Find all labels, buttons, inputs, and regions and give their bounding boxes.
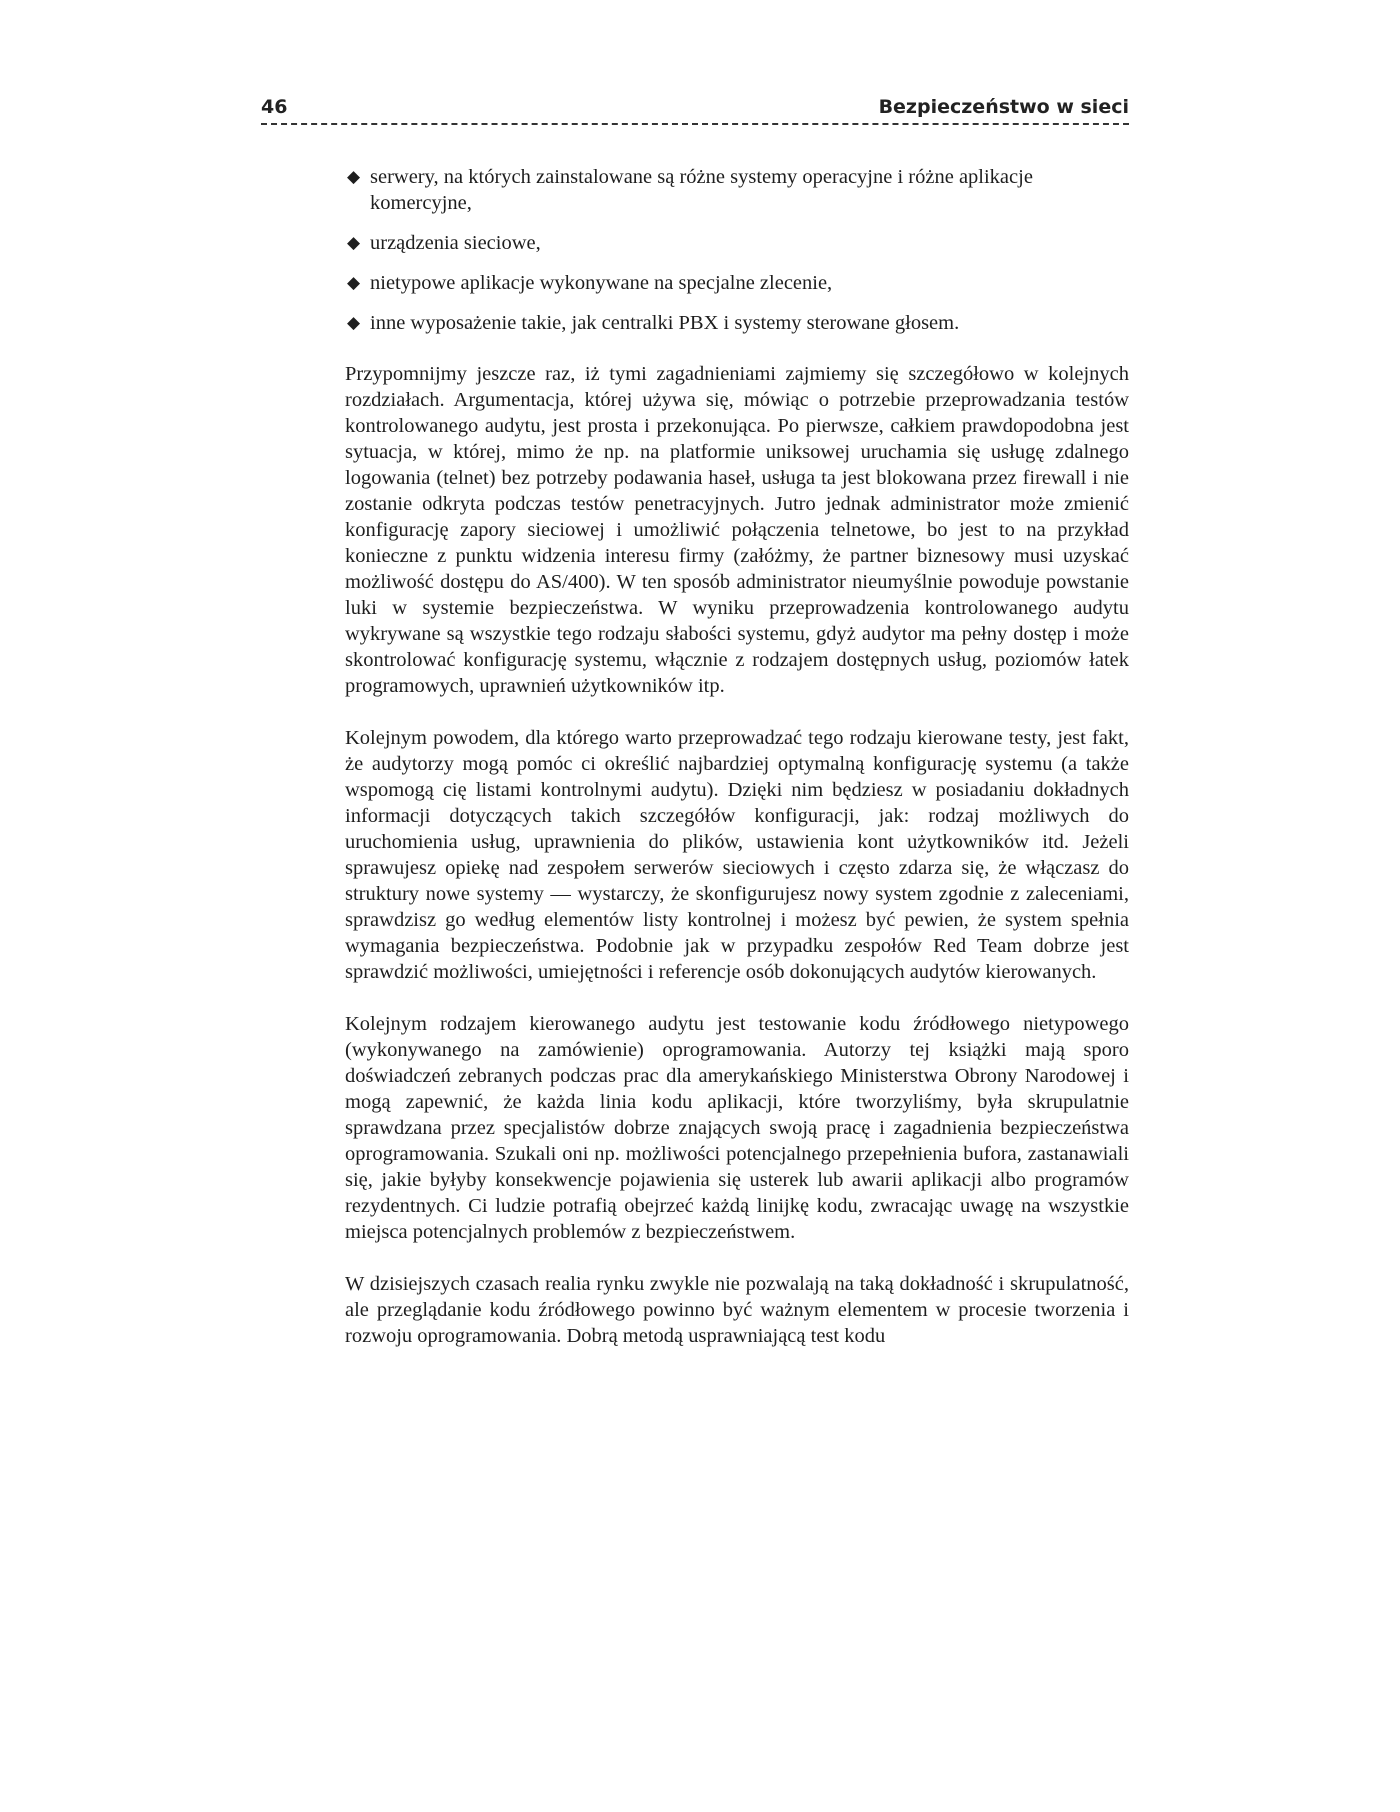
diamond-bullet-icon: ◆ — [347, 233, 361, 252]
page-body — [345, 164, 1129, 1375]
diamond-bullet-icon: ◆ — [347, 313, 361, 332]
diamond-bullet-icon: ◆ — [347, 167, 361, 186]
running-title: Bezpieczeństwo w sieci — [878, 96, 1129, 118]
list-item-text: nietypowe aplikacje wykonywane na specjalne zlecenie, — [370, 272, 833, 294]
running-header — [261, 96, 1129, 126]
list-item-text: serwery, na których zainstalowane są różne systemy operacyjne i różne aplikacje komercyjne, — [370, 166, 1033, 214]
list-item-text: inne wyposażenie takie, jak centralki PBX i systemy sterowane głosem. — [370, 312, 960, 334]
paragraph: Kolejnym powodem, dla którego warto przeprowadzać tego rodzaju kierowane testy, jest fakt, że audytorzy mogą pomóc ci określić najbardziej optymalną konfigurację systemu (a także wspomogą cię listami kontrolnymi audytu). Dzięki nim będziesz w posiadaniu dokładnych informacji dotyczących takich szczegółów konfiguracji, jak: rodzaj możliwych do uruchomienia usług, uprawnienia do plików, ustawienia kont użytkowników itd. Jeżeli sprawujesz opiekę nad zespołem serwerów sieciowych i często zdarza się, że włączasz do struktury nowe systemy — wystarczy, że skonfigurujesz nowy system zgodnie z zaleceniami, sprawdzisz go według elementów listy kontrolnej i możesz być pewien, że system spełnia wymagania bezpieczeństwa. Podobnie jak w przypadku zespołów Red Team dobrze jest sprawdzić możliwości, umiejętności i referencje osób dokonujących audytów kierowanych. — [345, 727, 1129, 983]
diamond-bullet-icon: ◆ — [347, 273, 361, 292]
list-item-text: urządzenia sieciowe, — [370, 232, 541, 254]
paragraph: Przypomnijmy jeszcze raz, iż tymi zagadnieniami zajmiemy się szczegółowo w kolejnych rozdziałach. Argumentacja, której używa się, mówiąc o potrzebie przeprowadzania testów kontrolowanego audytu, jest prosta i przekonująca. Po pierwsze, całkiem prawdopodobna jest sytuacja, w której, mimo że np. na platformie uniksowej uruchamia się usługę zdalnego logowania (telnet) bez potrzeby podawania haseł, usługa ta jest blokowana przez firewall i nie zostanie odkryta podczas testów penetracyjnych. Jutro jednak administrator może zmienić konfigurację zapory sieciowej i umożliwić połączenia telnetowe, bo jest to na przykład konieczne z punktu widzenia interesu firmy (załóżmy, że partner biznesowy musi uzyskać możliwość dostępu do AS/400). W ten sposób administrator nieumyślnie powoduje powstanie luki w systemie bezpieczeństwa. W wyniku przeprowadzenia kontrolowanego audytu wykrywane są wszystkie tego rodzaju słabości systemu, gdyż audytor ma pełny dostęp i może skontrolować konfigurację systemu, włącznie z rodzajem dostępnych usług, poziomów łatek programowych, uprawnień użytkowników itp. — [345, 363, 1129, 697]
paragraph: W dzisiejszych czasach realia rynku zwykle nie pozwalają na taką dokładność i skrupulatność, ale przeglądanie kodu źródłowego powinno być ważnym elementem w procesie tworzenia i rozwoju oprogramowania. Dobrą metodą usprawniającą test kodu — [345, 1273, 1129, 1347]
header-divider — [261, 123, 1129, 125]
list-item — [345, 164, 1090, 216]
list-item — [345, 270, 1090, 296]
paragraph: Kolejnym rodzajem kierowanego audytu jest testowanie kodu źródłowego nietypowego (wykonywanego na zamówienie) oprogramowania. Autorzy tej książki mają sporo doświadczeń zebranych podczas prac dla amerykańskiego Ministerstwa Obrony Narodowej i mogą zapewnić, że każda linia kodu aplikacji, które tworzyliśmy, była skrupulatnie sprawdzana przez specjalistów dobrze znających swoją pracę i zagadnienia bezpieczeństwa oprogramowania. Szukali oni np. możliwości potencjalnego przepełnienia bufora, zastanawiali się, jakie byłyby konsekwencje pojawienia się usterek lub awarii aplikacji albo programów rezydentnych. Ci ludzie potrafią obejrzeć każdą linijkę kodu, zwracając uwagę na wszystkie miejsca potencjalnych problemów z bezpieczeństwem. — [345, 1013, 1129, 1243]
list-item — [345, 310, 1090, 336]
list-item — [345, 230, 1090, 256]
bullet-list — [345, 164, 1129, 336]
page-number: 46 — [261, 96, 288, 118]
